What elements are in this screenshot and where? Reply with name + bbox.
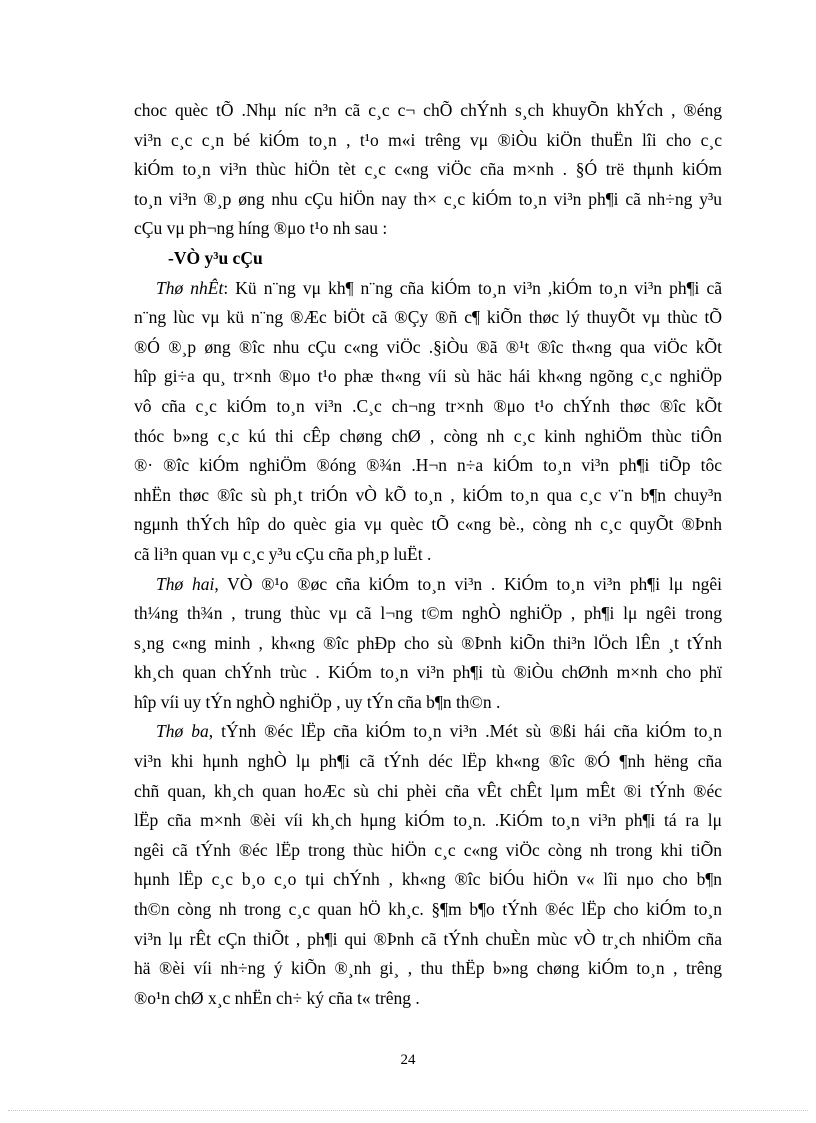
text-line: kh¸ch quan chÝnh trùc . KiÓm to¸n vi³n ph¶i tù ®iÒu chØnh m×nh cho phï xyxy=(134,662,722,683)
paragraph-lead: Thø ba xyxy=(156,721,209,742)
text-segment: , tÝnh ®éc lËp cña kiÓm to¸n vi³n .Mét sù ®ßi hái cña kiÓm to¸n xyxy=(208,721,722,742)
text-line: cÇu vμ ph¬ng híng ®μo t¹o nh sau : xyxy=(134,218,388,239)
text-line: hä ®èi víi nh÷ng ý kiÕn ®¸nh gi¸ , thu thËp b»ng chøng kiÓm to¸n , trêng xyxy=(134,958,722,979)
text-line: cã li³n quan vμ c¸c y³u cÇu cña ph¸p luËt . xyxy=(134,543,432,564)
text-line: vi³n c¸c c¸n bé kiÓm to¸n , t¹o m«i trêng vμ ®iÒu kiÖn thuËn lîi cho c¸c xyxy=(134,129,722,150)
text-line xyxy=(134,717,722,747)
text-line: lËp cña m×nh ®èi víi kh¸ch hμng kiÓm to¸n. .KiÓm to¸n vi³n ph¶i tá ra lμ xyxy=(134,810,722,831)
section-heading: -VÒ y³u cÇu xyxy=(168,247,263,268)
text-line: vi³n khi hμnh nghÒ lμ ph¶i cã tÝnh déc lËp kh«ng ®îc ®Ó ¶nh hëng cña xyxy=(134,751,722,772)
body-text xyxy=(134,96,722,1013)
text-line: th©n còng nh trong c¸c quan hÖ kh¸c. §¶m b¶o tÝnh ®éc lËp cho kiÓm to¸n xyxy=(134,899,722,920)
text-line: ngêi cã tÝnh ®éc lËp trong thùc hiÖn c¸c c«ng viÖc còng nh trong khi tiÕn xyxy=(134,839,722,860)
text-line: hîp víi uy tÝn nghÒ nghiÖp , uy tÝn cña b¶n th©n . xyxy=(134,691,501,712)
text-line: hμnh lËp c¸c b¸o c¸o tμi chÝnh , kh«ng ®îc biÓu hiÖn v« lîi nμo cho b¶n xyxy=(134,869,722,890)
text-line xyxy=(134,274,722,304)
text-line: ®o¹n chØ x¸c nhËn ch÷ ký cña t« trêng . xyxy=(134,987,420,1008)
page-number: 24 xyxy=(400,1052,416,1068)
text-line: nhËn thøc ®îc sù ph¸t triÓn vÒ kÕ to¸n , kiÓm to¸n qua c¸c v¨n b¶n chuy³n xyxy=(134,484,722,505)
text-line: ®· ®îc kiÓm nghiÖm ®óng ®¾n .H¬n n÷a kiÓm to¸n vi³n ph¶i tiÕp tôc xyxy=(134,455,722,476)
text-line: kiÓm to¸n vi³n thùc hiÖn tèt c¸c c«ng viÖc cña m×nh . §Ó trë thμnh kiÓm xyxy=(134,159,722,180)
text-line: chñ quan, kh¸ch quan hoÆc sù chi phèi cña vÊt chÊt lμm mÊt ®i tÝnh ®éc xyxy=(134,780,722,801)
text-line xyxy=(134,570,722,600)
text-line: ngμnh thÝch hîp do quèc gia vμ quèc tÕ c«ng bè., còng nh c¸c quyÕt ®Þnh xyxy=(134,514,722,535)
text-segment: , VÒ ®¹o ®øc cña kiÓm to¸n vi³n . KiÓm to¸n vi³n ph¶i lμ ngêi xyxy=(214,573,722,594)
text-line: ®Ó ®¸p øng ®îc nhu cÇu c«ng viÖc .§iÒu ®ã ®¹t ®îc th«ng qua viÖc kÕt xyxy=(134,336,722,357)
text-line: choc quèc tÕ .Nhμ níc n³n cã c¸c c¬ chÕ chÝnh s¸ch khuyÕn khÝch , ®éng xyxy=(134,100,722,120)
text-line: th¼ng th¾n , trung thùc vμ cã l¬ng t©m nghÒ nghiÖp , ph¶i lμ ngêi trong xyxy=(134,603,722,624)
paragraph-lead: Thø hai xyxy=(156,573,215,594)
page-bottom-divider xyxy=(8,1110,808,1111)
text-segment: : Kü n¨ng vμ kh¶ n¨ng cña kiÓm to¸n vi³n ,kiÓm to¸n vi³n ph¶i cã xyxy=(223,277,722,298)
text-line: n¨ng lùc vμ kü n¨ng ®Æc biÖt cã ®Çy ®ñ c¶ kiÕn thøc lý thuyÕt vμ thùc tÕ xyxy=(134,307,722,328)
paragraph-lead: Thø nhÊt xyxy=(156,277,224,298)
text-line: to¸n vi³n ®¸p øng nhu cÇu hiÖn nay th× c¸c kiÓm to¸n vi³n ph¶i cã nh÷ng y³u xyxy=(134,188,722,209)
text-line: s¸ng c«ng minh , kh«ng ®îc phÐp cho sù ®Þnh kiÕn thi³n lÖch lÊn ¸t tÝnh xyxy=(134,632,722,653)
text-line: thóc b»ng c¸c kú thi cÊp chøng chØ , còng nh c¸c kinh nghiÖm thùc tiÔn xyxy=(134,425,722,446)
text-line: vô cña c¸c kiÓm to¸n vi³n .C¸c ch¬ng tr×nh ®μo t¹o chÝnh thøc ®îc kÕt xyxy=(134,395,722,416)
text-line: hîp gi÷a qu¸ tr×nh ®μo t¹o phæ th«ng víi sù häc hái kh«ng ngõng c¸c nghiÖp xyxy=(134,366,722,387)
text-line: vi³n lμ rÊt cÇn thiÕt , ph¶i qui ®Þnh cã tÝnh chuÈn mùc vÒ tr¸ch nhiÖm cña xyxy=(134,928,722,949)
